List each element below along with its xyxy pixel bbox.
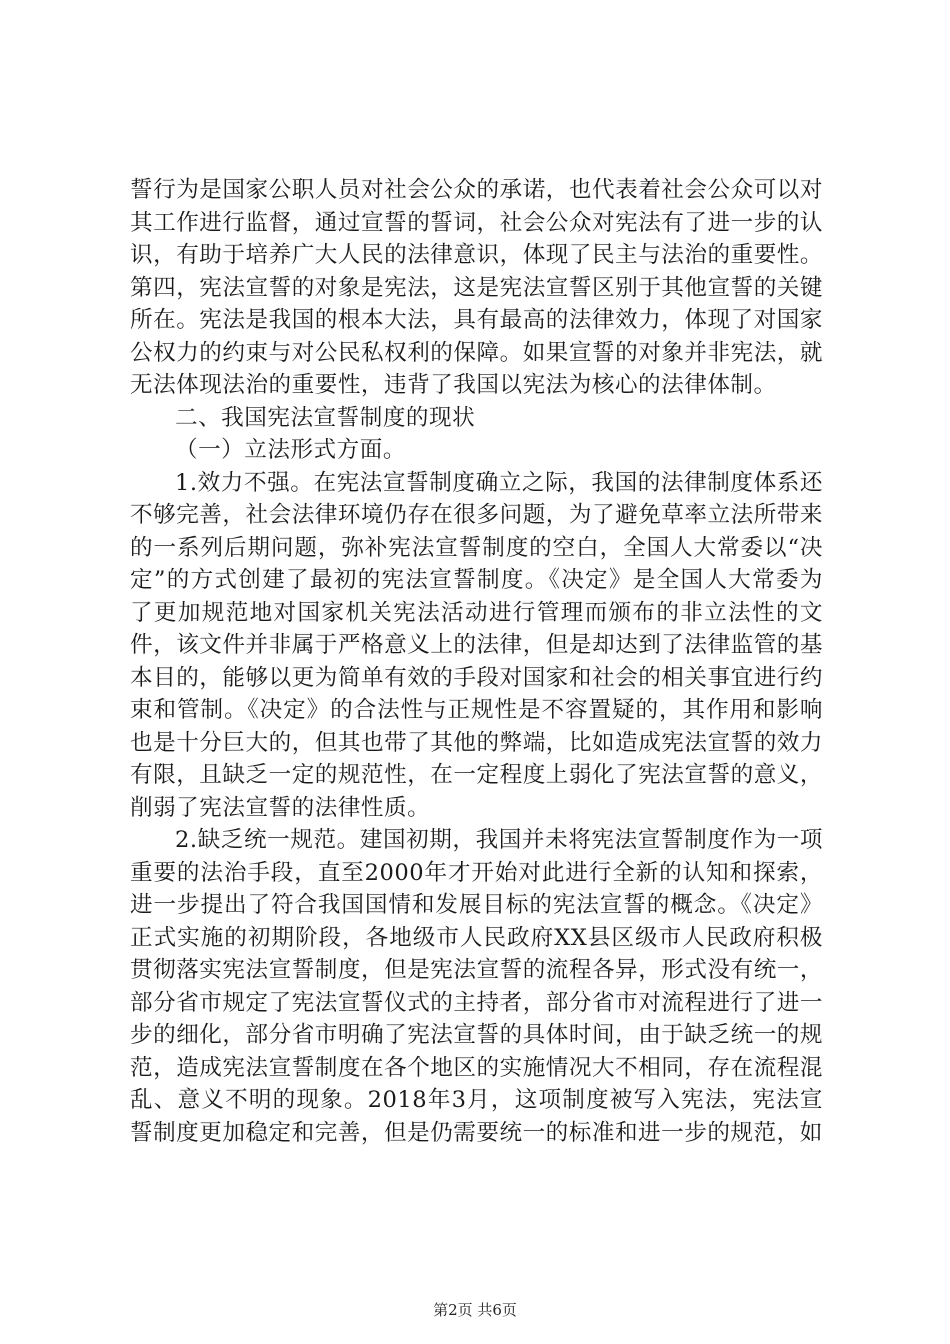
paragraph-standardization: 2.缺乏统一规范。建国初期，我国并未将宪法宣誓制度作为一项重要的法治手段，直至2000年才开始对此进行全新的认知和探索，进一步提出了符合我国国情和发展目标的宪法宣誓的概念。《决定》正式实施的初期阶段，各地级市人民政府XX县区级市人民政府积极贯彻落实宪法宣誓制度，但是宪法宣誓的流程各异，形式没有统一，部分省市规定了宪法宣誓仪式的主持者，部分省市对流程进行了进一步的细化，部分省市明确了宪法宣誓的具体时间，由于缺乏统一的规范，造成宪法宣誓制度在各个地区的实施情况大不相同，存在流程混乱、意义不明的现象。2018年3月，这项制度被写入宪法，宪法宣誓制度更加稳定和完善，但是仍需要统一的标准和进一步的规范，如 — [130, 827, 823, 1146]
document-body — [130, 174, 823, 1149]
paragraph-continuation: 誓行为是国家公职人员对社会公众的承诺，也代表着社会公众可以对其工作进行监督，通过宣誓的誓词，社会公众对宪法有了进一步的认识，有助于培养广大人民的法律意识，体现了民主与法治的重要性。第四，宪法宣誓的对象是宪法，这是宪法宣誓区别于其他宣誓的关键所在。宪法是我国的根本大法，具有最高的法律效力，体现了对国家公权力的约束与对公民私权利的保障。如果宣誓的对象并非宪法，就无法体现法治的重要性，违背了我国以宪法为核心的法律体制。 — [130, 177, 823, 398]
page-number-footer: 第2页 共6页 — [433, 1301, 517, 1319]
section-heading: 二、我国宪法宣誓制度的现状 — [175, 404, 476, 431]
subsection-heading: （一）立法形式方面。 — [175, 437, 406, 463]
paragraph-effectiveness: 1.效力不强。在宪法宣誓制度确立之际，我国的法律制度体系还不够完善，社会法律环境仍存在很多问题，为了避免草率立法所带来的一系列后期问题，弥补宪法宣誓制度的空白，全国人大常委以“决定”的方式创建了最初的宪法宣誓制度。《决定》是全国人大常委为了更加规范地对国家机关宪法活动进行管理而颁布的非立法性的文件，该文件并非属于严格意义上的法律，但是却达到了法律监管的基本目的，能够以更为简单有效的手段对国家和社会的相关事宜进行约束和管制。《决定》的合法性与正规性是不容置疑的，其作用和影响也是十分巨大的，但其也带了其他的弊端，比如造成宪法宣誓的效力有限，且缺乏一定的规范性，在一定程度上弱化了宪法宣誓的意义，削弱了宪法宣誓的法律性质。 — [130, 469, 823, 821]
